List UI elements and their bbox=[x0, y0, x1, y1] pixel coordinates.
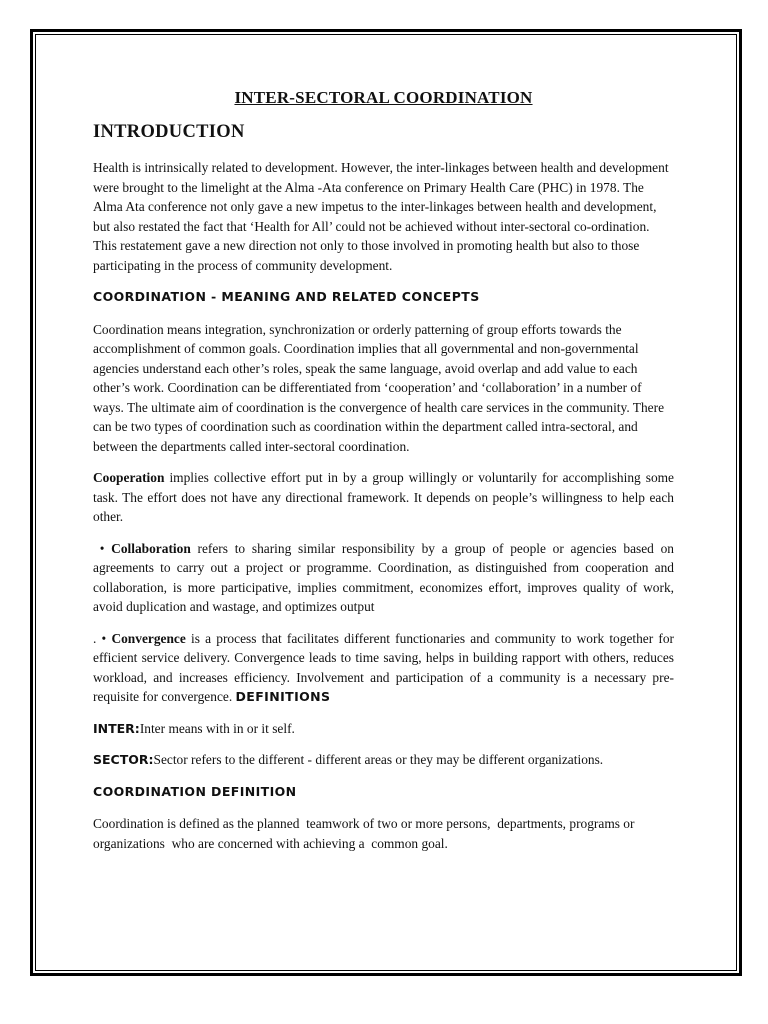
sector-text: Sector refers to the different - different areas or they may be different organizations. bbox=[153, 752, 604, 767]
definitions-heading: DEFINITIONS bbox=[235, 689, 331, 704]
coordination-meaning-heading: COORDINATION - MEANING AND RELATED CONCEPTS bbox=[93, 289, 480, 304]
collaboration-text: refers to sharing similar responsibility by a group of people or agencies based on agreements to carry out a project or programme. Coordination, as distinguished from cooperation and collaboration, is more participative, implies commitment, economizes effort, improves quality of work, avoid duplication and wastage, and optimizes output bbox=[93, 540, 674, 614]
bullet-marker: • bbox=[93, 540, 112, 556]
sector-term: SECTOR: bbox=[93, 752, 154, 767]
document-title: INTER-SECTORAL COORDINATION bbox=[234, 88, 533, 107]
convergence-text: is a process that facilitates different functionaries and community to work together for efficient service delivery. Convergence leads to time saving, helps in building rapport with others, reduces workload, and increases efficiency. Involvement and participation of a community is a necessary pre-requisite for convergence. bbox=[93, 630, 675, 704]
inter-text: Inter means with in or it self. bbox=[139, 720, 295, 736]
sector-definition bbox=[93, 750, 674, 770]
coordination-definition-paragraph: Coordination is defined as the planned teamwork of two or more persons, departments, programs or organizations who are concerned with achieving a common goal. bbox=[93, 816, 638, 851]
introduction-heading: INTRODUCTION bbox=[93, 122, 245, 142]
bullet-marker: . • bbox=[93, 630, 112, 646]
document-body bbox=[93, 88, 674, 853]
convergence-term: Convergence bbox=[111, 630, 186, 646]
collaboration-term: Collaboration bbox=[111, 540, 191, 556]
coordination-meaning-paragraph: Coordination means integration, synchronization or orderly patterning of group efforts towards the accomplishment of common goals. Coordination implies that all governmental and non-governmental agencies understand each other’s roles, speak the same language, avoid overlap and add value to each other’s work. Coordination can be differentiated from ‘cooperation’ and ‘collaboration’ in a number of ways. The ultimate aim of coordination is the convergence of health care services in the community. There can be two types of coordination such as coordination within the department called intra-sectoral, and between the departments called inter-sectoral coordination. bbox=[93, 321, 665, 454]
inter-term: INTER: bbox=[93, 720, 140, 736]
coordination-definition-heading: COORDINATION DEFINITION bbox=[93, 783, 297, 799]
cooperation-text: implies collective effort put in by a group willingly or voluntarily for accomplishing some task. The effort does not have any directional framework. It depends on people’s willingness to help each other. bbox=[93, 470, 674, 524]
collaboration-paragraph bbox=[93, 539, 674, 617]
convergence-paragraph bbox=[93, 629, 674, 707]
cooperation-term: Cooperation bbox=[93, 470, 165, 485]
introduction-paragraph: Health is intrinsically related to development. However, the inter-linkages between health and development were brought to the limelight at the Alma -Ata conference on Primary Health Care (PHC) in 1978. The Alma Ata conference not only gave a new impetus to the inter-linkages between health and development, but also restated the fact that ‘Health for All’ could not be achieved without inter-sectoral co-ordination. This restatement gave a new direction not only to those involved in promoting health but also to those participating in the process of community development. bbox=[93, 160, 669, 273]
cooperation-paragraph bbox=[93, 468, 674, 527]
inter-definition bbox=[93, 719, 674, 739]
